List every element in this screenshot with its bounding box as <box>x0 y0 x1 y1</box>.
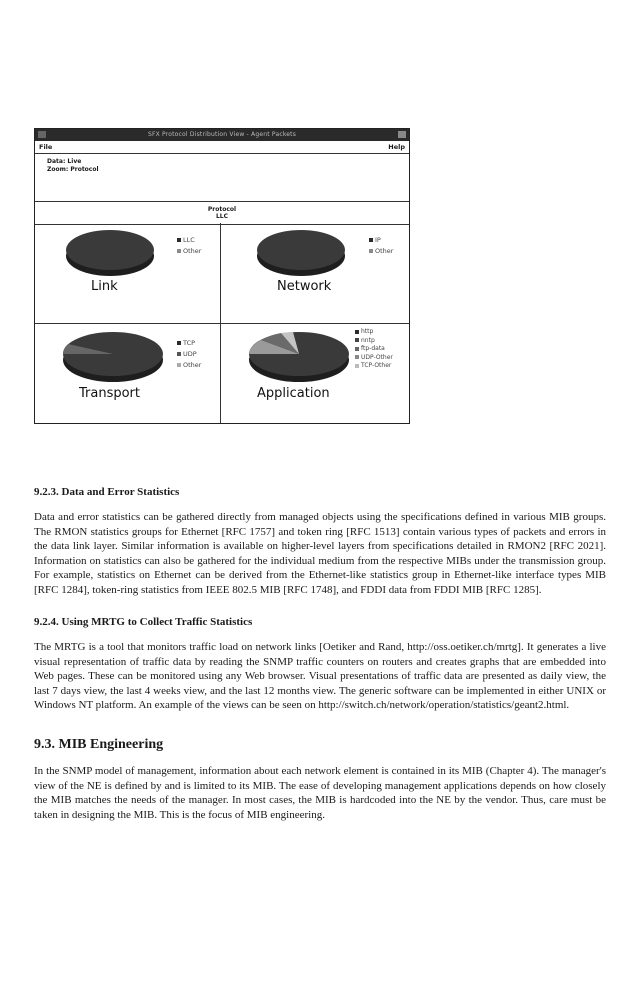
window-menu-icon[interactable] <box>38 131 46 138</box>
swatch-icon <box>177 352 181 356</box>
protocol-label: Protocol <box>207 206 237 213</box>
swatch-icon <box>355 347 359 351</box>
legend-label: nntp <box>361 336 375 344</box>
pie-network-slice-ip <box>257 230 345 270</box>
section-heading-9-3: 9.3. MIB Engineering <box>34 737 164 752</box>
section-heading-9-2-4: 9.2.4. Using MRTG to Collect Traffic Statistics <box>34 616 253 628</box>
legend-item <box>355 354 393 363</box>
legend-transport <box>177 338 201 371</box>
protocol-distribution-screenshot <box>34 128 410 424</box>
info-box <box>35 154 409 202</box>
swatch-icon <box>355 330 359 334</box>
menubar <box>35 141 409 154</box>
legend-item <box>355 362 393 371</box>
legend-label: TCP <box>183 339 196 347</box>
section-body-9-2-4: The MRTG is a tool that monitors traffic load on network links [Oetiker and Rand, http://oss.oetiker.ch/mrtg]. It generates a live visual representation of traffic data by reading the SNMP traffic counters on routers and creates graphs that are embedded into Web pages. These can be monitored using any Web browser. Visual presentations of traffic data are presented as daily view, the last 7 days view, the last 4 weeks view, and the last 12 months view. The generic software can be implemented in either UNIX or Windows NT platform. An example of the views can be seen on http://switch.ch/network/operation/statistics/geant2.html. <box>34 641 606 711</box>
legend-item <box>177 235 201 246</box>
panel-title: Application <box>257 386 330 401</box>
legend-label: http <box>361 328 374 335</box>
swatch-icon <box>177 249 181 253</box>
legend-application <box>355 328 393 371</box>
swatch-icon <box>369 238 373 242</box>
swatch-icon <box>177 341 181 345</box>
panel-title: Transport <box>79 386 141 401</box>
legend-label: Other <box>183 247 202 255</box>
zoom-mode: Zoom: Protocol <box>47 166 99 173</box>
legend-item <box>355 337 393 346</box>
legend-item <box>177 246 201 257</box>
panel-title: Link <box>91 279 118 294</box>
window-titlebar <box>35 129 409 141</box>
legend-network <box>369 235 393 257</box>
panel-application[interactable] <box>221 324 409 423</box>
swatch-icon <box>355 355 359 359</box>
swatch-icon <box>177 363 181 367</box>
legend-item <box>177 349 201 360</box>
panel-transport[interactable] <box>35 324 221 423</box>
legend-label: UDP-Other <box>361 353 393 361</box>
legend-label: TCP-Other <box>361 362 392 369</box>
swatch-icon <box>177 238 181 242</box>
legend-item <box>177 360 201 371</box>
legend-item <box>177 338 201 349</box>
panel-link[interactable] <box>35 223 221 324</box>
legend-label: Other <box>183 361 202 369</box>
data-mode: Data: Live <box>47 158 82 165</box>
swatch-icon <box>355 338 359 342</box>
legend-label: IP <box>375 236 381 244</box>
section-body-9-2-3: Data and error statistics can be gathered directly from managed objects using the specifications defined in various MIB groups. The RMON statistics groups for Ethernet [RFC 1757] and token ring [RFC 1513] contain various types of packets and errors in the data link layer. Similar information is available on higher-level layers from specifications detailed in RMON2 [RFC 2021]. Information on statistics can also be gathered for the individual medium from the respective MIBs under the transmission group. For example, statistics on Ethernet can be derived from the Ethernet-like statistics group in Ethernet-like interface types MIB [RFC 1284], token-ring statistics from IEEE 802.5 MIB [RFC 1748], and FDDI data from FDDI MIB [RFC 1285]. <box>34 511 606 596</box>
legend-item <box>355 345 393 354</box>
window-title: SFX Protocol Distribution View - Agent Packets <box>147 131 297 138</box>
swatch-icon <box>355 364 359 368</box>
legend-label: ftp-data <box>361 345 385 352</box>
pie-grid <box>35 223 409 423</box>
protocol-value: LLC <box>215 213 229 220</box>
legend-item <box>369 246 393 257</box>
protocol-header <box>35 202 409 225</box>
legend-label: LLC <box>183 236 195 244</box>
swatch-icon <box>369 249 373 253</box>
section-body-9-3: In the SNMP model of management, information about each network element is contained in its MIB (Chapter 4). The manager's view of the NE is defined by and is limited to its MIB. The ease of developing management applications depends on how closely the MIB matches the needs of the manager. In most cases, the MIB is hardcoded into the NE by the vendor. Thus, care must be taken in designing the MIB. This is the focus of MIB engineering. <box>34 765 606 821</box>
pie-link-slice-llc <box>66 230 154 270</box>
menu-help[interactable]: Help <box>388 143 405 151</box>
window-close-icon[interactable] <box>398 131 406 138</box>
legend-label: UDP <box>183 350 197 358</box>
panel-network[interactable] <box>221 223 409 324</box>
legend-label: Other <box>375 247 394 255</box>
legend-item <box>355 328 393 337</box>
section-heading-9-2-3: 9.2.3. Data and Error Statistics <box>34 486 180 498</box>
legend-link <box>177 235 201 257</box>
legend-item <box>369 235 393 246</box>
panel-title: Network <box>277 279 332 294</box>
menu-file[interactable]: File <box>39 143 53 151</box>
